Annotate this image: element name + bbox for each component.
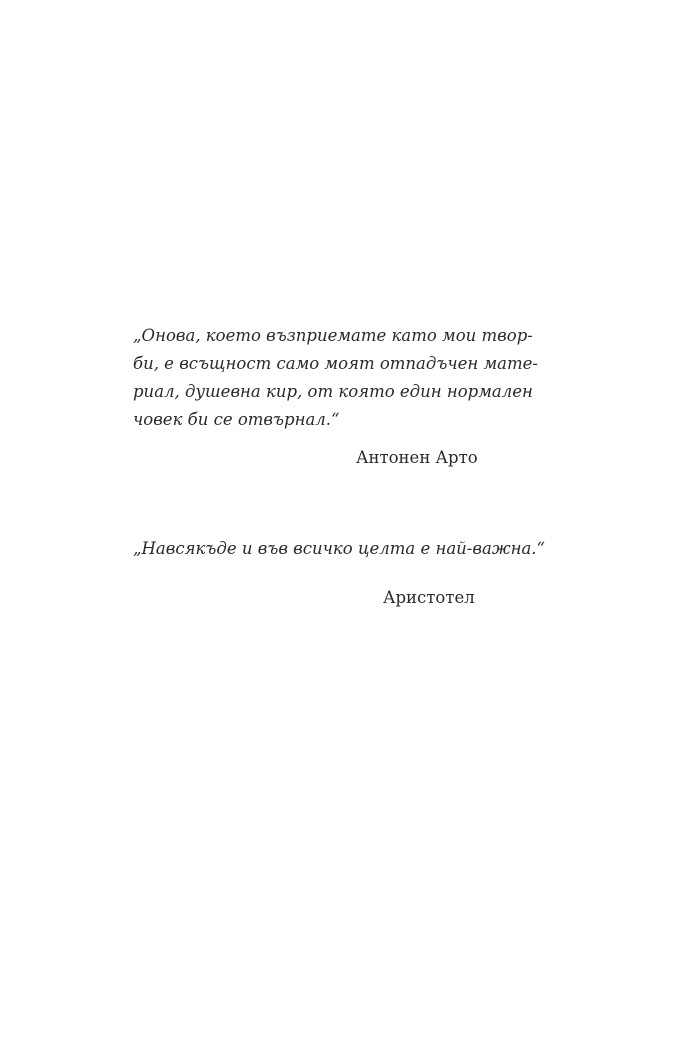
quote-line: „Навсякъде и във всичко целта е най-важна.“ [133, 539, 545, 558]
quote-line: „Онова, което възприемате като мои твор- [133, 326, 533, 345]
quote-line: би, е всъщност само моят отпадъчен мате- [133, 354, 538, 373]
quote-line: риал, душевна кир, от която един нормален [133, 382, 533, 401]
quote-line: човек би се отвърнал.“ [133, 410, 340, 429]
epigraph-artaud [133, 322, 553, 467]
quote-author: Аристотел [383, 588, 475, 607]
epigraph-aristotle [133, 535, 553, 607]
quote-author: Антонен Арто [356, 448, 478, 467]
